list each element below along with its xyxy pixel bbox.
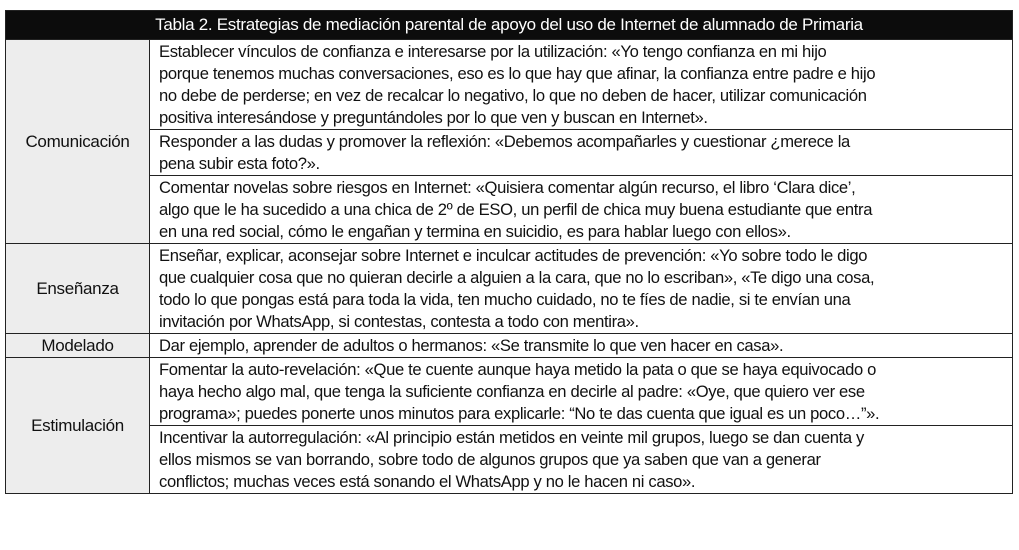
table-row-group xyxy=(6,333,1012,357)
strategy-text-line: algo que le ha sucedido a una chica de 2º de ESO, un perfil de chica muy buena estudiante que entra xyxy=(159,200,873,219)
strategy-text-line: Comentar novelas sobre riesgos en Internet: «Quisiera comentar algún recurso, el libro ‘Clara dice’, xyxy=(159,178,856,197)
strategy-cell xyxy=(150,129,1012,175)
strategy-text-line: haya hecho algo mal, que tenga la suficiente confianza en decirle al padre: «Oye, que quiero ver ese xyxy=(159,382,865,401)
strategy-text-line: conflictos; muchas veces está sonando el WhatsApp y no le hacen ni caso». xyxy=(159,472,696,491)
strategy-cell xyxy=(150,244,1012,333)
strategy-text-line: programa»; puedes ponerte unos minutos para explicarle: “No te das cuenta que igual es un poco…”». xyxy=(159,404,880,423)
category-cell: Comunicación xyxy=(6,40,150,243)
strategy-text-line: invitación por WhatsApp, si contestas, contesta a todo con mentira». xyxy=(159,312,639,331)
strategy-text-line: Responder a las dudas y promover la reflexión: «Debemos acompañarles y cuestionar ¿merece la xyxy=(159,132,850,151)
category-cell: Enseñanza xyxy=(6,244,150,333)
table-row-group xyxy=(6,39,1012,243)
category-cell: Estimulación xyxy=(6,358,150,493)
strategy-text-line: positiva interesándose y preguntándoles por lo que ven y buscan en Internet». xyxy=(159,108,708,127)
table-body xyxy=(6,39,1012,493)
strategy-text-line: no debe de perderse; en vez de recalcar lo negativo, lo que no deben de hacer, utilizar comunicación xyxy=(159,86,867,105)
strategy-text-line: Establecer vínculos de confianza e interesarse por la utilización: «Yo tengo confianza en mi hijo xyxy=(159,42,827,61)
strategy-text-line: pena subir esta foto?». xyxy=(159,154,320,173)
strategy-text-line: que cualquier cosa que no quieran decirle a alguien a la cara, que no lo escriban», «Te digo una cosa, xyxy=(159,268,875,287)
table-title: Tabla 2. Estrategias de mediación parental de apoyo del uso de Internet de alumnado de Primaria xyxy=(6,11,1012,39)
strategy-text-line: porque tenemos muchas conversaciones, eso es lo que hay que afinar, la confianza entre padre e hijo xyxy=(159,64,876,83)
strategy-text-line: en una red social, cómo le engañan y termina en suicidio, es para hablar luego con ellos». xyxy=(159,222,791,241)
strategy-cell xyxy=(150,40,1012,129)
strategy-text-line: Dar ejemplo, aprender de adultos o hermanos: «Se transmite lo que ven hacer en casa». xyxy=(159,336,784,355)
table-row-group xyxy=(6,243,1012,333)
strategy-text-line: Incentivar la autorregulación: «Al principio están metidos en veinte mil grupos, luego se dan cuenta y xyxy=(159,428,864,447)
strategy-text-line: Fomentar la auto-revelación: «Que te cuente aunque haya metido la pata o que se haya equivocado o xyxy=(159,360,876,379)
strategy-text-line: Enseñar, explicar, aconsejar sobre Internet e inculcar actitudes de prevención: «Yo sobre todo le digo xyxy=(159,246,868,265)
strategy-text-line: ellos mismos se van borrando, sobre todo de algunos grupos que ya saben que van a generar xyxy=(159,450,821,469)
strategies-table xyxy=(5,10,1013,494)
strategy-cell xyxy=(150,334,1012,357)
category-cell: Modelado xyxy=(6,334,150,357)
strategy-cell xyxy=(150,425,1012,493)
strategy-cell xyxy=(150,358,1012,425)
table-row-group xyxy=(6,357,1012,493)
strategy-text-line: todo lo que pongas está para toda la vida, ten mucho cuidado, no te fíes de nadie, si te envían una xyxy=(159,290,851,309)
strategy-cell xyxy=(150,175,1012,243)
